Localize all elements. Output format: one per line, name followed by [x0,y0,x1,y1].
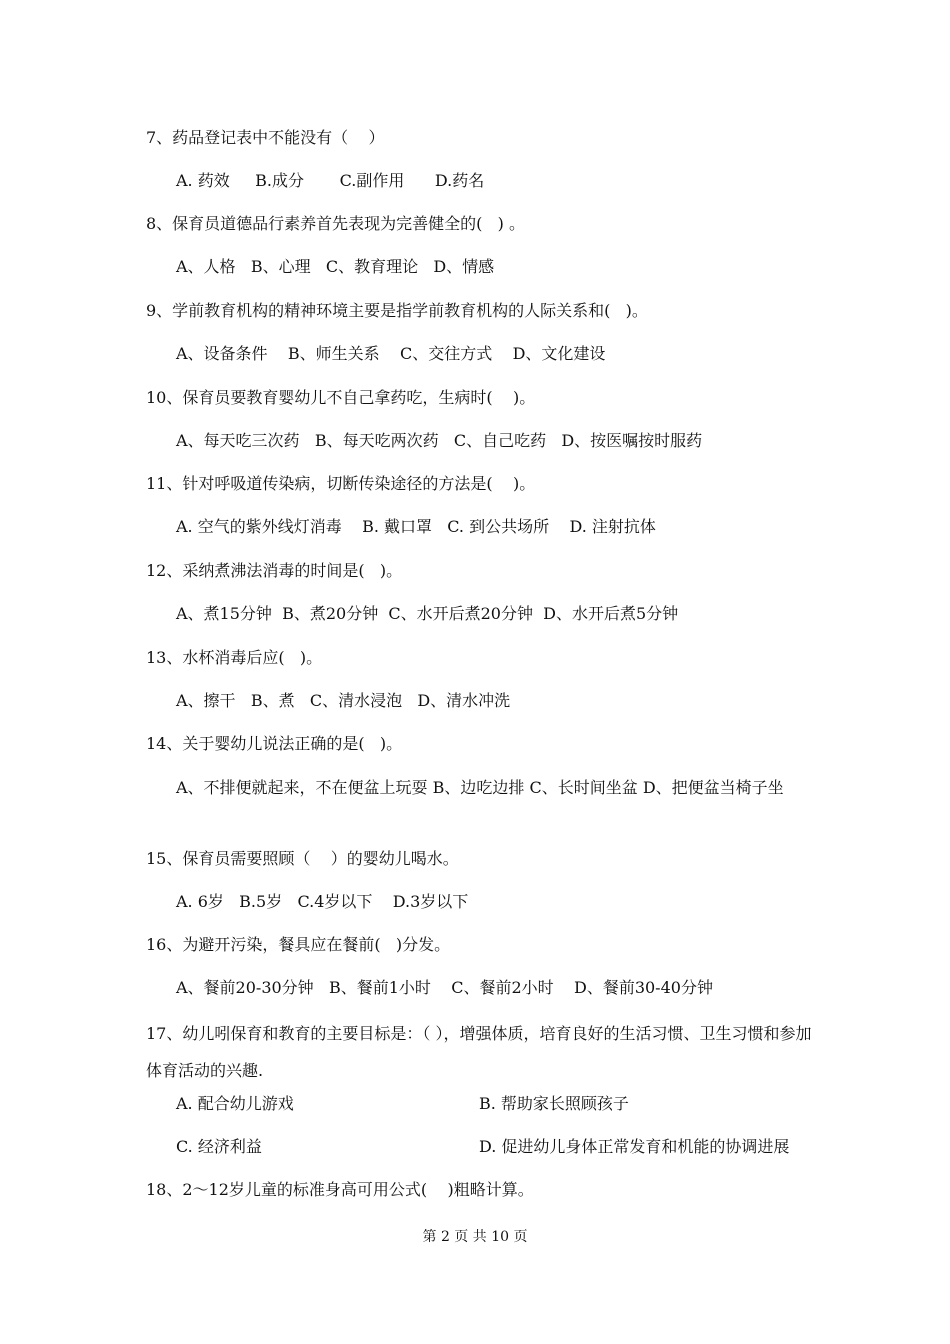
option-17-b: B. 帮助家长照顾孩子 [479,1094,629,1113]
question-17: 17、幼儿吲保育和教育的主要目标是：（ ），增强体质，培育良好的生活习惯、卫生习惯和参加体育活动的兴趣. [146,1024,812,1080]
question-13: 13、水杯消毒后应( )。 [146,648,323,667]
question-8: 8、保育员道德品行素养首先表现为完善健全的( ) 。 [146,214,526,233]
options-10: A、每天吃三次药 B、每天吃两次药 C、自己吃药 D、按医嘱按时服药 [176,431,703,450]
question-15: 15、保育员需要照顾（ ）的婴幼儿喝水。 [146,849,459,868]
question-11: 11、针对呼吸道传染病，切断传染途径的方法是( )。 [146,474,536,493]
page-footer: 第 2 页 共 10 页 [422,1229,528,1245]
options-12: A、煮15分钟 B、煮20分钟 C、水开后煮20分钟 D、水开后煮5分钟 [176,604,679,623]
options-11: A. 空气的紫外线灯消毒 B. 戴口罩 C. 到公共场所 D. 注射抗体 [176,517,656,536]
options-15: A. 6岁 B.5岁 C.4岁以下 D.3岁以下 [176,892,469,911]
question-18: 18、2～12岁儿童的标准身高可用公式( )粗略计算。 [146,1180,534,1199]
question-10: 10、保育员要教育婴幼儿不自己拿药吃，生病时( )。 [146,388,536,407]
option-17-c: C. 经济利益 [176,1137,262,1156]
question-12: 12、采纳煮沸法消毒的时间是( )。 [146,561,403,580]
options-14: A、不排便就起来，不在便盆上玩耍 B、边吃边排 C、长时间坐盆 D、把便盆当椅子坐 [176,778,784,797]
question-14: 14、关于婴幼儿说法正确的是( )。 [146,734,403,753]
option-17-a: A. 配合幼儿游戏 [176,1094,294,1113]
options-8: A、人格 B、心理 C、教育理论 D、情感 [176,257,495,276]
option-17-d: D. 促进幼儿身体正常发育和机能的协调进展 [479,1137,790,1156]
options-16: A、餐前20-30分钟 B、餐前1小时 C、餐前2小时 D、餐前30-40分钟 [176,978,713,997]
options-13: A、擦干 B、煮 C、清水浸泡 D、清水冲洗 [176,691,511,710]
options-7: A. 药效 B.成分 C.副作用 D.药名 [176,171,485,190]
options-9: A、设备条件 B、师生关系 C、交往方式 D、文化建设 [176,344,606,363]
question-7: 7、药品登记表中不能没有（ ） [146,128,385,147]
question-9: 9、学前教育机构的精神环境主要是指学前教育机构的人际关系和( )。 [146,301,648,320]
question-16: 16、为避开污染，餐具应在餐前( )分发。 [146,935,451,954]
